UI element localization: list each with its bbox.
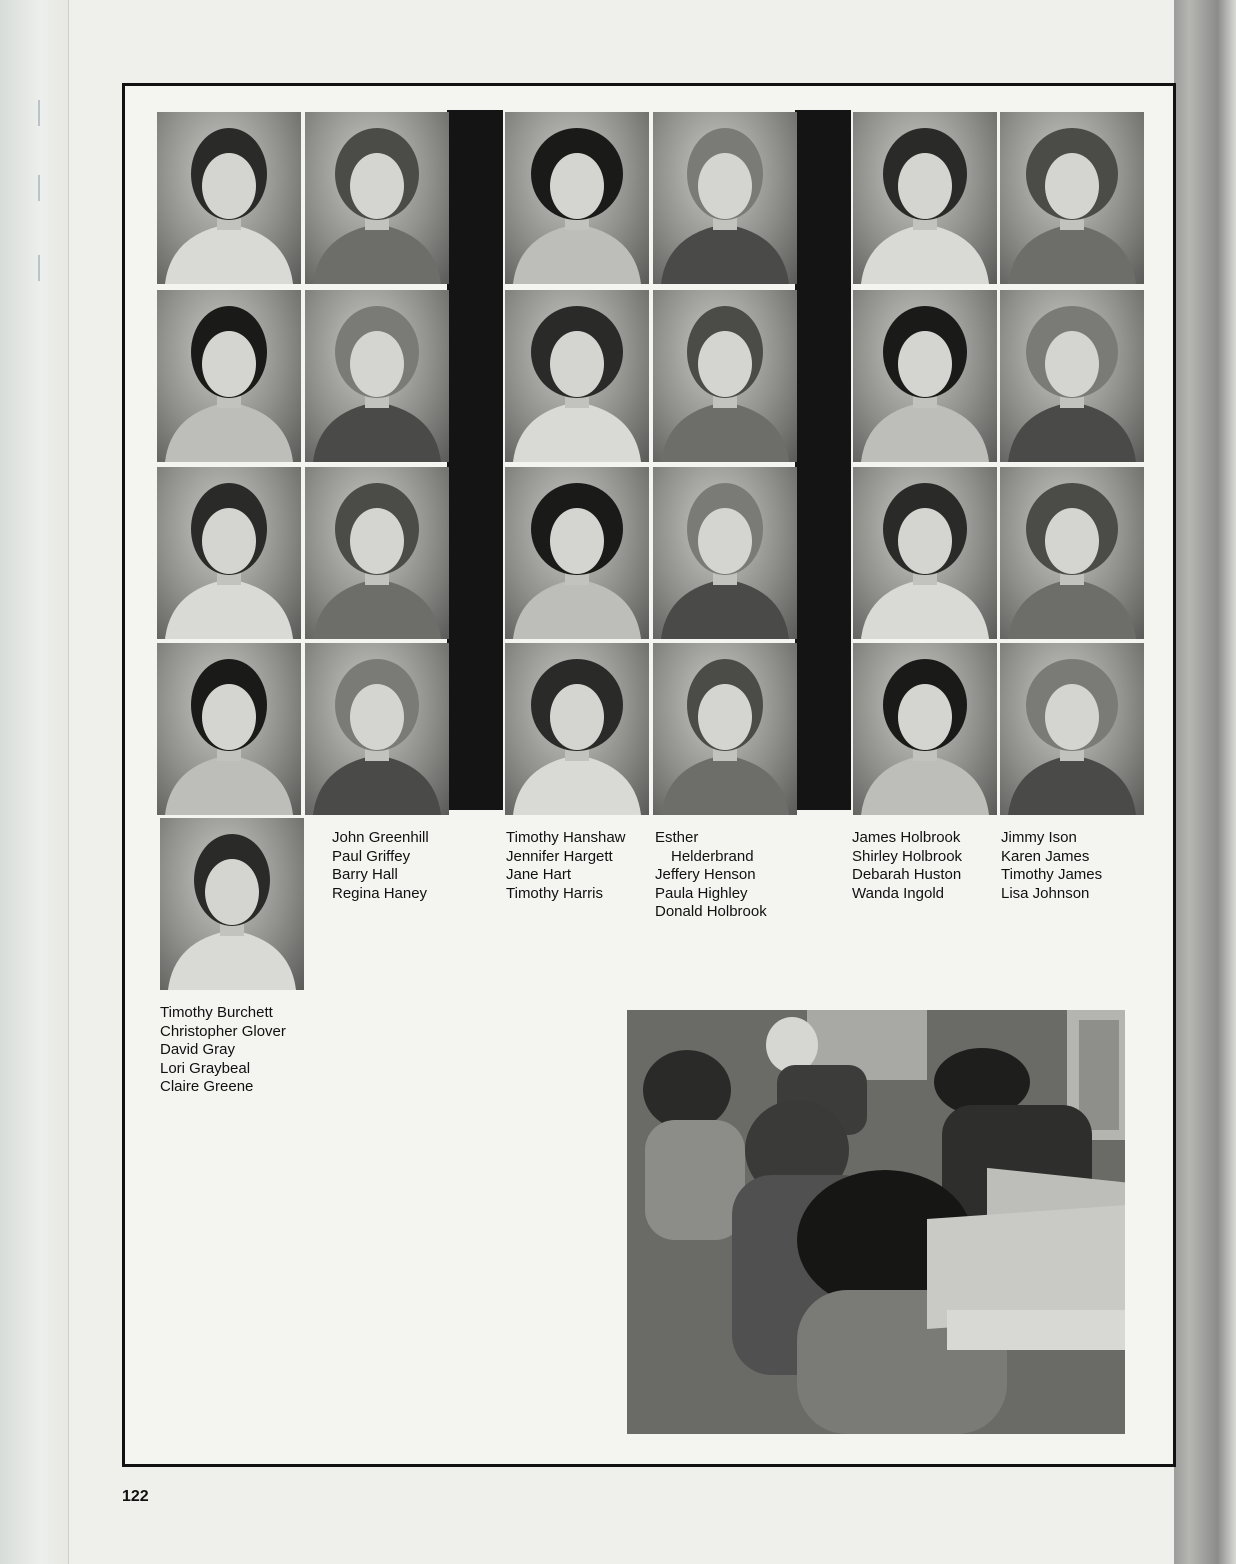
student-portrait bbox=[505, 112, 649, 284]
name-list-col-4 bbox=[655, 829, 767, 922]
name-list-col-6 bbox=[1001, 829, 1102, 903]
student-name: Claire Greene bbox=[160, 1078, 254, 1095]
student-portrait bbox=[157, 467, 301, 639]
binding-mark bbox=[38, 175, 40, 201]
student-portrait bbox=[1000, 643, 1144, 815]
student-portrait bbox=[505, 467, 649, 639]
student-name: Shirley Holbrook bbox=[852, 847, 963, 865]
student-name: Barry Hall bbox=[332, 866, 398, 883]
student-portrait bbox=[157, 112, 301, 284]
student-portrait bbox=[853, 643, 997, 815]
student-portrait bbox=[1000, 290, 1144, 462]
student-portrait bbox=[305, 290, 449, 462]
classroom-scene-illustration bbox=[627, 1010, 1125, 1434]
student-name: Paula Highley bbox=[655, 884, 748, 902]
student-name: Timothy Burchett bbox=[160, 1004, 273, 1021]
divider-bar bbox=[447, 110, 503, 810]
student-portrait bbox=[160, 818, 304, 990]
student-portrait bbox=[1000, 112, 1144, 284]
binding-edge-left bbox=[0, 0, 69, 1564]
student-portrait bbox=[1000, 467, 1144, 639]
student-portrait bbox=[305, 112, 449, 284]
student-name: Karen James bbox=[1001, 847, 1090, 865]
student-portrait bbox=[505, 290, 649, 462]
student-portrait bbox=[853, 467, 997, 639]
student-name: Christopher Glover bbox=[160, 1022, 286, 1040]
student-name: David Gray bbox=[160, 1041, 236, 1058]
divider-bar bbox=[795, 110, 851, 810]
student-name: James Holbrook bbox=[852, 829, 961, 846]
student-name: Jeffery Henson bbox=[655, 866, 756, 883]
student-name: Jane Hart bbox=[506, 866, 572, 883]
student-portrait bbox=[305, 467, 449, 639]
name-list-col-3 bbox=[506, 829, 626, 903]
student-name: Lisa Johnson bbox=[1001, 884, 1090, 902]
binding-edge-right bbox=[1174, 0, 1236, 1564]
student-name: Paul Griffey bbox=[332, 847, 411, 865]
student-name: Esther bbox=[655, 829, 699, 846]
name-list-col-1 bbox=[160, 1004, 286, 1097]
student-name: Debarah Huston bbox=[852, 866, 962, 883]
classroom-candid-photo bbox=[627, 1010, 1125, 1434]
student-portrait bbox=[653, 467, 797, 639]
student-name: Wanda Ingold bbox=[852, 884, 945, 902]
binding-mark bbox=[38, 255, 40, 281]
student-portrait bbox=[505, 643, 649, 815]
student-portrait bbox=[653, 112, 797, 284]
student-name: Timothy James bbox=[1001, 866, 1103, 883]
student-portrait bbox=[157, 643, 301, 815]
student-name: John Greenhill bbox=[332, 829, 429, 846]
name-list-col-2 bbox=[332, 829, 429, 903]
student-portrait bbox=[157, 290, 301, 462]
student-portrait bbox=[853, 112, 997, 284]
student-portrait bbox=[305, 643, 449, 815]
page-number: 122 bbox=[122, 1488, 149, 1505]
binding-mark bbox=[38, 100, 40, 126]
student-name: Timothy Hanshaw bbox=[506, 829, 626, 846]
student-name: Jimmy Ison bbox=[1001, 829, 1077, 846]
student-name: Jennifer Hargett bbox=[506, 847, 613, 865]
student-portrait bbox=[853, 290, 997, 462]
student-name: Lori Graybeal bbox=[160, 1059, 251, 1077]
student-portrait bbox=[653, 290, 797, 462]
student-name: Donald Holbrook bbox=[655, 903, 767, 920]
student-portrait bbox=[653, 643, 797, 815]
student-name: Regina Haney bbox=[332, 884, 428, 902]
name-list-col-5 bbox=[852, 829, 962, 903]
student-name: Timothy Harris bbox=[506, 884, 603, 902]
student-name-continued: Helderbrand bbox=[671, 847, 754, 865]
